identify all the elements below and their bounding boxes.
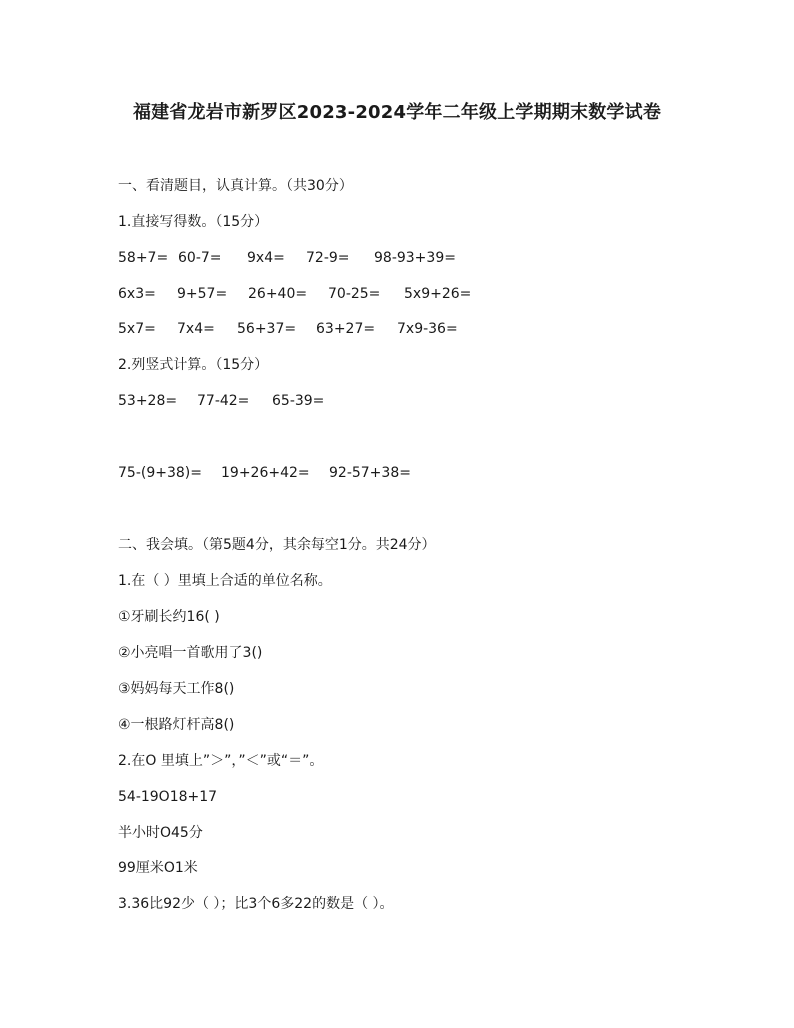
q1-row-3 — [118, 320, 458, 338]
problem: 63+27= — [316, 321, 376, 337]
problem: 6x3= — [118, 286, 156, 302]
list-item: ①牙刷长约16( ) — [118, 609, 220, 625]
problem: 92-57+38= — [329, 465, 411, 481]
problem: 70-25= — [328, 286, 381, 302]
problem: 98-93+39= — [374, 250, 456, 266]
section2-q2-heading: 2.在O 里填上”＞”，”＜”或“＝”。 — [118, 753, 324, 769]
list-item: ③妈妈每天工作8() — [118, 681, 235, 697]
q1-row-1 — [118, 249, 456, 267]
problem: 5x7= — [118, 321, 156, 337]
section1-q2-heading: 2.列竖式计算。（15分） — [118, 357, 269, 373]
problem: 60-7= — [178, 250, 222, 266]
problem: 75-(9+38)= — [118, 465, 202, 481]
problem: 56+37= — [237, 321, 297, 337]
problem: 77-42= — [197, 393, 250, 409]
problem: 26+40= — [248, 286, 308, 302]
list-item: 54-19O18+17 — [118, 789, 218, 805]
section2-heading: 二、我会填。（第5题4分，其余每空1分。共24分） — [118, 537, 436, 553]
list-item: 99厘米O1米 — [118, 860, 198, 876]
section1-heading: 一、看清题目，认真计算。（共30分） — [118, 178, 353, 194]
list-item: ④一根路灯杆高8() — [118, 717, 235, 733]
q2-row-1 — [118, 392, 324, 410]
problem: 9x4= — [247, 250, 285, 266]
problem: 58+7= — [118, 250, 169, 266]
page-title: 福建省龙岩市新罗区2023-2024学年二年级上学期期末数学试卷 — [132, 102, 662, 123]
problem: 7x4= — [177, 321, 215, 337]
section2-q3-heading: 3.36比92少（ ）；比3个6多22的数是（ ）。 — [118, 896, 394, 912]
list-item: ②小亮唱一首歌用了3() — [118, 645, 263, 661]
section2-q1-heading: 1.在（ ）里填上合适的单位名称。 — [118, 573, 332, 589]
section1-q1-heading: 1.直接写得数。（15分） — [118, 214, 269, 230]
q1-row-2 — [118, 285, 471, 303]
q2-row-2 — [118, 464, 411, 482]
problem: 9+57= — [177, 286, 228, 302]
problem: 65-39= — [272, 393, 325, 409]
problem: 19+26+42= — [221, 465, 310, 481]
problem: 53+28= — [118, 393, 178, 409]
problem: 72-9= — [306, 250, 350, 266]
problem: 5x9+26= — [404, 286, 472, 302]
problem: 7x9-36= — [397, 321, 458, 337]
list-item: 半小时O45分 — [118, 825, 203, 841]
